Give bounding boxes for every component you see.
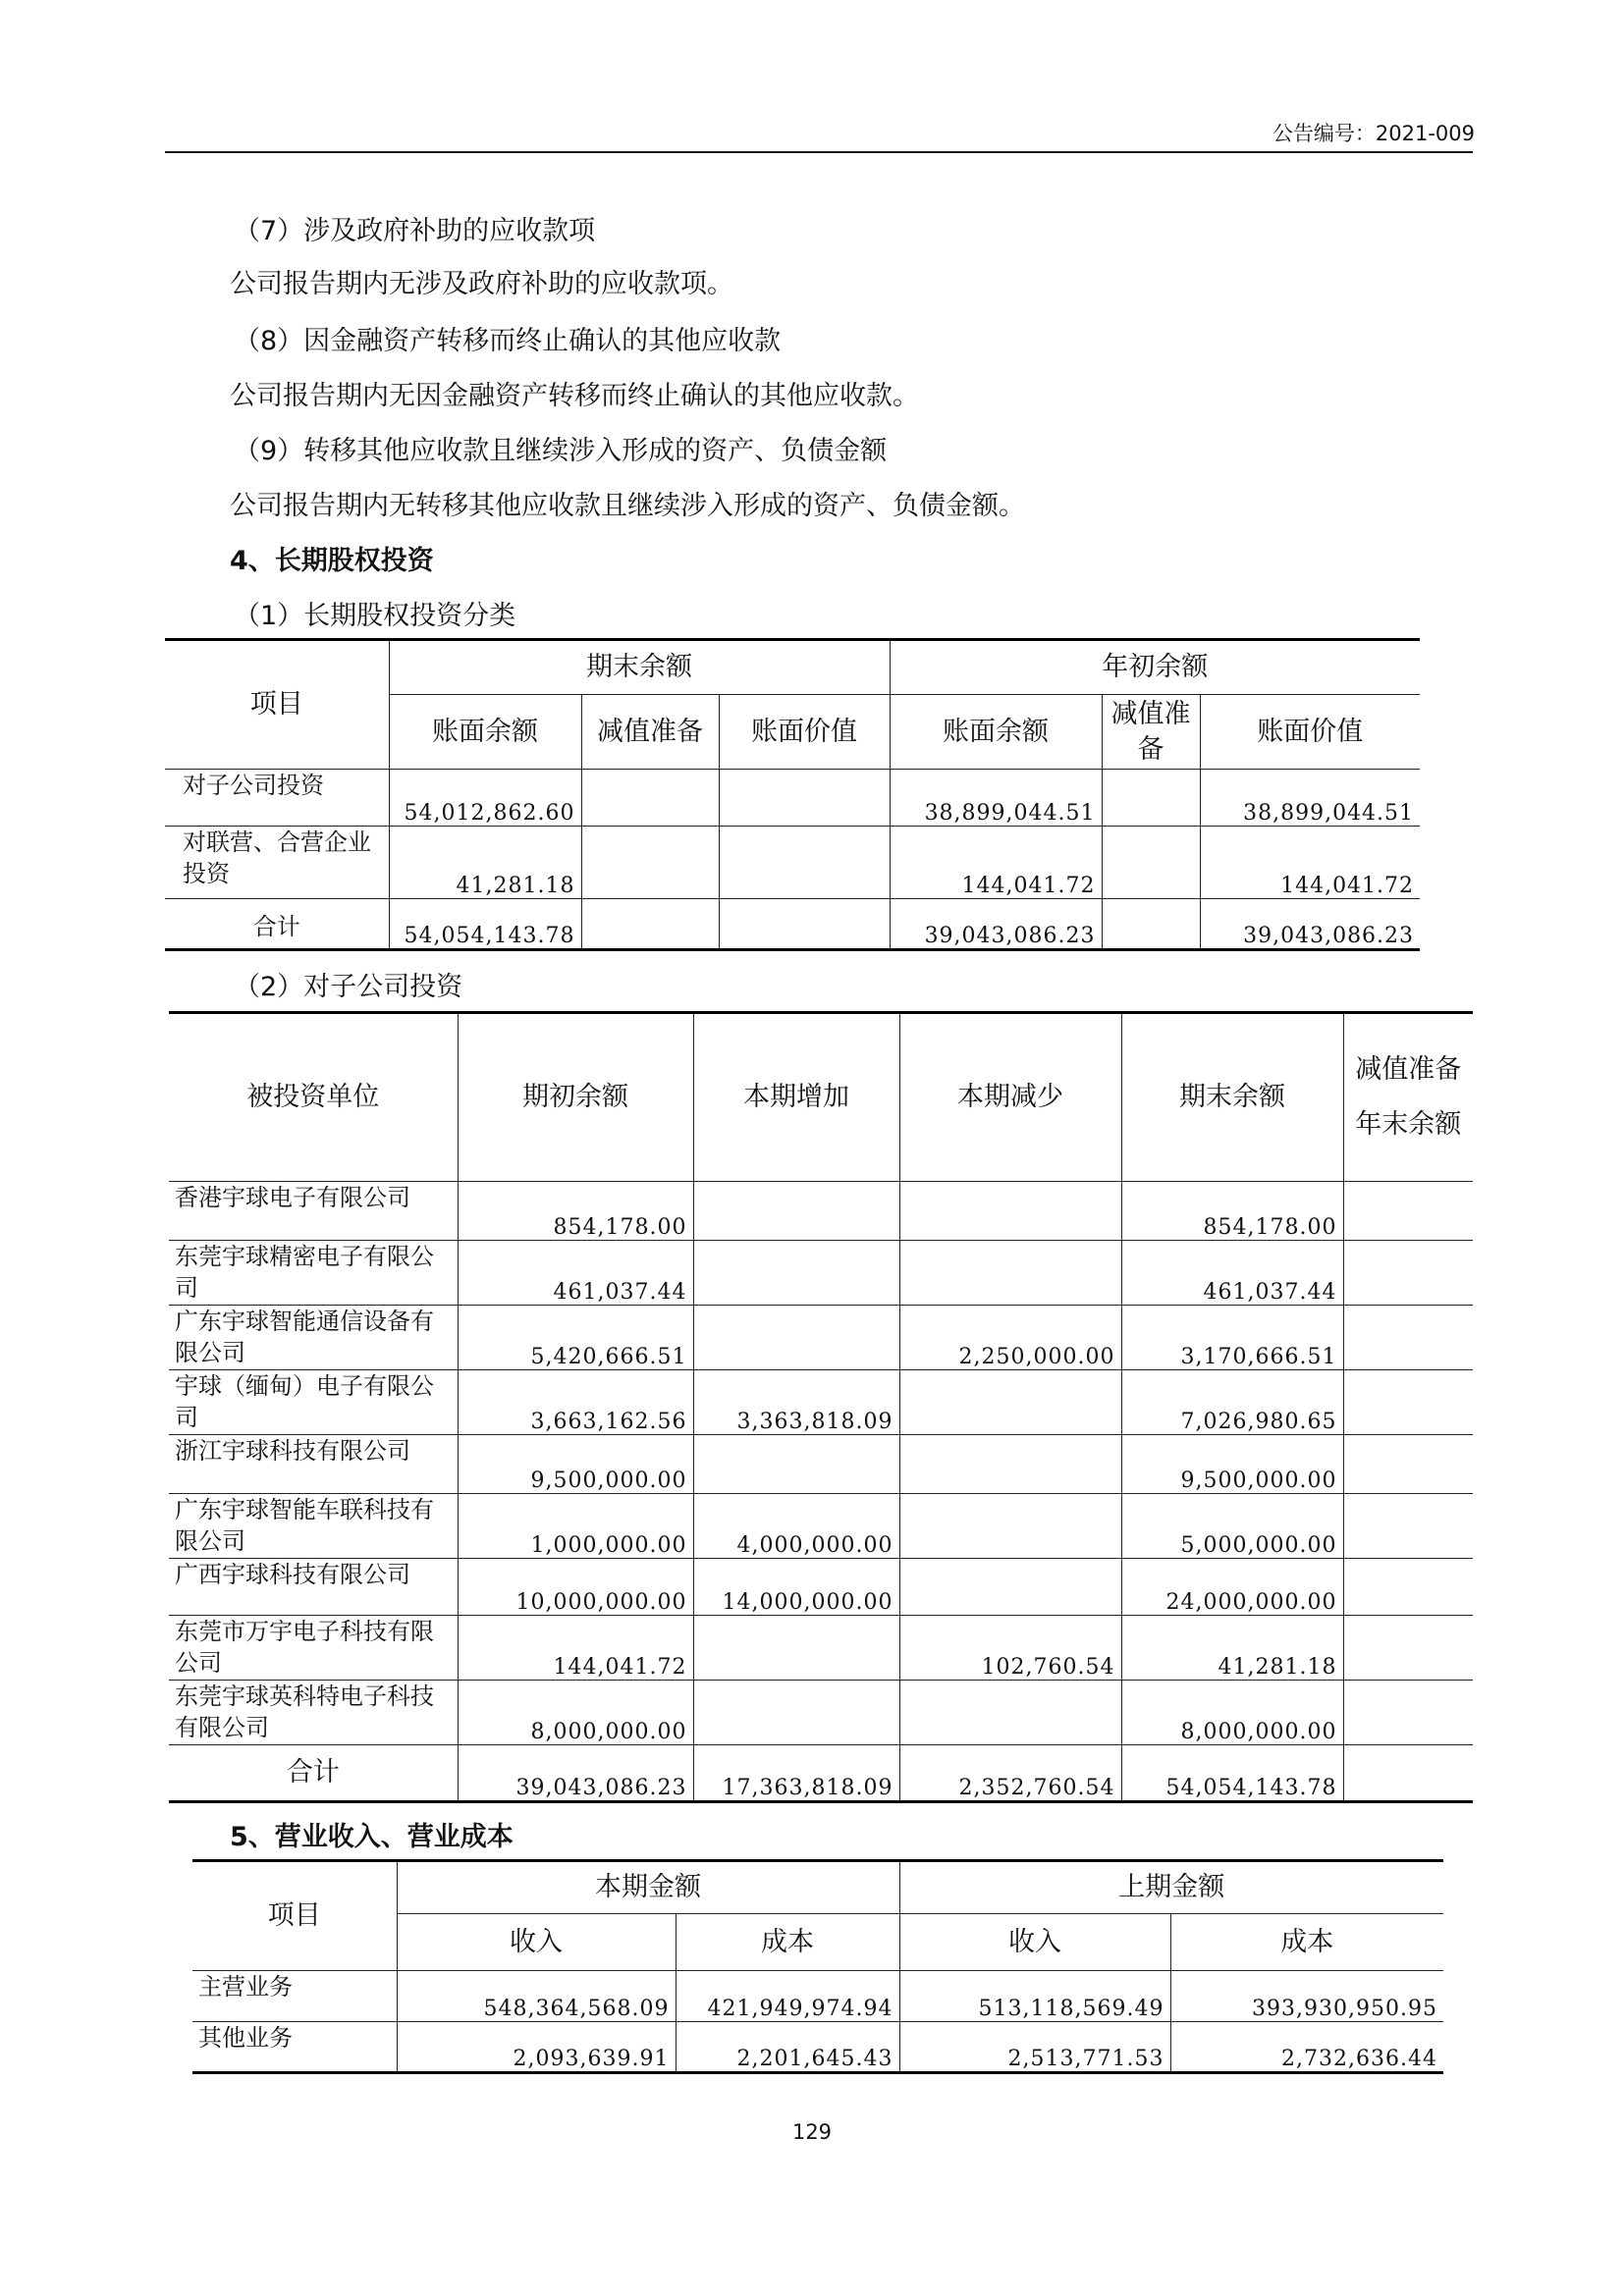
section-7-body: 公司报告期内无涉及政府补助的应收款项。 (230, 269, 733, 299)
cell-impairment (1343, 1494, 1473, 1559)
cell-impairment (1343, 1616, 1473, 1681)
cell-value (1102, 827, 1200, 899)
cell-closing: 461,037.44 (1121, 1241, 1343, 1306)
cell-increase (693, 1435, 899, 1494)
cell-impairment (1343, 1681, 1473, 1745)
cell-closing: 854,178.00 (1121, 1182, 1343, 1241)
row-label: 合计 (165, 899, 389, 950)
cell-closing: 9,500,000.00 (1121, 1435, 1343, 1494)
announcement-number: 公告编号：2021-009 (1272, 122, 1475, 145)
table-row (169, 1241, 1473, 1306)
cell-opening: 8,000,000.00 (458, 1681, 693, 1745)
cell-decrease (899, 1681, 1121, 1745)
table-row (169, 1681, 1473, 1745)
table-row (192, 2022, 1443, 2073)
equity-investment-classification-table (165, 638, 1420, 951)
col-header-prior-revenue: 收入 (899, 1914, 1170, 1971)
investee-name: 广东宇球智能车联科技有限公司 (169, 1494, 458, 1559)
investee-name: 东莞宇球英科特电子科技有限公司 (169, 1681, 458, 1745)
section-4-heading: 4、长期股权投资 (230, 546, 434, 576)
cell-prior-revenue: 2,513,771.53 (899, 2022, 1170, 2073)
cell-value (719, 770, 890, 827)
table-row (169, 1370, 1473, 1435)
cell-current-cost: 421,949,974.94 (676, 1971, 899, 2022)
section-7-title: （7）涉及政府补助的应收款项 (234, 216, 596, 246)
table-row (169, 1306, 1473, 1370)
row-label: 主营业务 (192, 1971, 397, 2022)
table-row (165, 827, 1420, 899)
cell-value (719, 899, 890, 950)
col-header-opening: 期初余额 (458, 1013, 693, 1182)
cell-value: 54,012,862.60 (389, 770, 581, 827)
cell-value (581, 899, 719, 950)
col-header-increase: 本期增加 (693, 1013, 899, 1182)
col-header-end-book-balance: 账面余额 (389, 695, 581, 770)
cell-current-revenue: 548,364,568.09 (397, 1971, 676, 2022)
col-header-item: 项目 (165, 640, 389, 770)
row-label: 其他业务 (192, 2022, 397, 2073)
col-header-begin-impairment: 减值准备 (1102, 695, 1200, 770)
cell-increase (693, 1681, 899, 1745)
investee-name: 浙江宇球科技有限公司 (169, 1435, 458, 1494)
col-header-begin-book-balance: 账面余额 (890, 695, 1102, 770)
col-header-item: 项目 (192, 1861, 397, 1971)
section-9-title: （9）转移其他应收款且继续涉入形成的资产、负债金额 (234, 436, 888, 466)
header-divider (165, 151, 1473, 153)
col-group-end-balance: 期末余额 (389, 640, 890, 695)
cell-impairment (1343, 1435, 1473, 1494)
cell-closing: 24,000,000.00 (1121, 1559, 1343, 1616)
investee-name: 东莞宇球精密电子有限公司 (169, 1241, 458, 1306)
investee-name: 宇球（缅甸）电子有限公司 (169, 1370, 458, 1435)
cell-prior-cost: 2,732,636.44 (1170, 2022, 1443, 2073)
cell-impairment (1343, 1745, 1473, 1802)
cell-opening: 3,663,162.56 (458, 1370, 693, 1435)
col-header-decrease: 本期减少 (899, 1013, 1121, 1182)
cell-current-cost: 2,201,645.43 (676, 2022, 899, 2073)
cell-value: 38,899,044.51 (890, 770, 1102, 827)
cell-impairment (1343, 1241, 1473, 1306)
cell-closing: 7,026,980.65 (1121, 1370, 1343, 1435)
cell-opening: 5,420,666.51 (458, 1306, 693, 1370)
cell-prior-revenue: 513,118,569.49 (899, 1971, 1170, 2022)
table-row (169, 1435, 1473, 1494)
cell-closing: 3,170,666.51 (1121, 1306, 1343, 1370)
cell-decrease: 2,352,760.54 (899, 1745, 1121, 1802)
cell-increase: 14,000,000.00 (693, 1559, 899, 1616)
cell-decrease (899, 1435, 1121, 1494)
page-number: 129 (791, 2120, 833, 2144)
cell-decrease (899, 1494, 1121, 1559)
cell-value: 38,899,044.51 (1200, 770, 1420, 827)
cell-decrease (899, 1241, 1121, 1306)
cell-value (1102, 899, 1200, 950)
col-header-end-impairment: 减值准备 (581, 695, 719, 770)
cell-decrease (899, 1559, 1121, 1616)
total-label: 合计 (169, 1745, 458, 1802)
table-row (169, 1494, 1473, 1559)
cell-prior-cost: 393,930,950.95 (1170, 1971, 1443, 2022)
cell-value (581, 770, 719, 827)
cell-decrease: 102,760.54 (899, 1616, 1121, 1681)
cell-closing: 5,000,000.00 (1121, 1494, 1343, 1559)
cell-current-revenue: 2,093,639.91 (397, 2022, 676, 2073)
cell-increase (693, 1306, 899, 1370)
cell-increase (693, 1616, 899, 1681)
cell-decrease (899, 1370, 1121, 1435)
col-header-prior-cost: 成本 (1170, 1914, 1443, 1971)
cell-impairment (1343, 1306, 1473, 1370)
investee-name: 东莞市万宇电子科技有限公司 (169, 1616, 458, 1681)
investee-name: 广东宇球智能通信设备有限公司 (169, 1306, 458, 1370)
table-row-total (165, 899, 1420, 950)
cell-value: 39,043,086.23 (890, 899, 1102, 950)
col-header-closing: 期末余额 (1121, 1013, 1343, 1182)
col-header-current-revenue: 收入 (397, 1914, 676, 1971)
cell-impairment (1343, 1559, 1473, 1616)
subsidiary-investment-table (169, 1011, 1473, 1803)
col-header-investee: 被投资单位 (169, 1013, 458, 1182)
cell-impairment (1343, 1182, 1473, 1241)
cell-increase: 17,363,818.09 (693, 1745, 899, 1802)
cell-value: 144,041.72 (1200, 827, 1420, 899)
table-row (169, 1182, 1473, 1241)
cell-value (1102, 770, 1200, 827)
col-header-begin-book-value: 账面价值 (1200, 695, 1420, 770)
table-row (169, 1559, 1473, 1616)
cell-value (719, 827, 890, 899)
section-8-body: 公司报告期内无因金融资产转移而终止确认的其他应收款。 (230, 381, 919, 411)
table-row (192, 1971, 1443, 2022)
cell-opening: 10,000,000.00 (458, 1559, 693, 1616)
cell-value (581, 827, 719, 899)
cell-opening: 854,178.00 (458, 1182, 693, 1241)
cell-value: 41,281.18 (389, 827, 581, 899)
investee-name: 广西宇球科技有限公司 (169, 1559, 458, 1616)
row-label: 对联营、合营企业投资 (165, 827, 389, 899)
cell-increase: 3,363,818.09 (693, 1370, 899, 1435)
col-group-prior-period: 上期金额 (899, 1861, 1443, 1914)
cell-closing: 54,054,143.78 (1121, 1745, 1343, 1802)
cell-opening: 9,500,000.00 (458, 1435, 693, 1494)
section-4-1-title: （1）长期股权投资分类 (234, 601, 516, 631)
cell-opening: 39,043,086.23 (458, 1745, 693, 1802)
row-label: 对子公司投资 (165, 770, 389, 827)
col-group-current-period: 本期金额 (397, 1861, 899, 1914)
revenue-cost-table (192, 1859, 1443, 2074)
cell-opening: 1,000,000.00 (458, 1494, 693, 1559)
cell-closing: 41,281.18 (1121, 1616, 1343, 1681)
cell-value: 54,054,143.78 (389, 899, 581, 950)
cell-opening: 461,037.44 (458, 1241, 693, 1306)
cell-closing: 8,000,000.00 (1121, 1681, 1343, 1745)
col-group-begin-balance: 年初余额 (890, 640, 1420, 695)
cell-increase (693, 1241, 899, 1306)
cell-increase: 4,000,000.00 (693, 1494, 899, 1559)
section-4-2-title: （2）对子公司投资 (234, 972, 463, 1002)
table-row (165, 770, 1420, 827)
cell-opening: 144,041.72 (458, 1616, 693, 1681)
col-header-impairment: 减值准备年末余额 (1343, 1013, 1473, 1182)
cell-decrease: 2,250,000.00 (899, 1306, 1121, 1370)
section-5-heading: 5、营业收入、营业成本 (230, 1822, 514, 1852)
section-9-body: 公司报告期内无转移其他应收款且继续涉入形成的资产、负债金额。 (230, 491, 1025, 521)
col-header-current-cost: 成本 (676, 1914, 899, 1971)
table-row-total (169, 1745, 1473, 1802)
cell-value: 39,043,086.23 (1200, 899, 1420, 950)
table-row (169, 1616, 1473, 1681)
cell-impairment (1343, 1370, 1473, 1435)
cell-decrease (899, 1182, 1121, 1241)
cell-value: 144,041.72 (890, 827, 1102, 899)
cell-increase (693, 1182, 899, 1241)
col-header-end-book-value: 账面价值 (719, 695, 890, 770)
investee-name: 香港宇球电子有限公司 (169, 1182, 458, 1241)
section-8-title: （8）因金融资产转移而终止确认的其他应收款 (234, 326, 782, 356)
